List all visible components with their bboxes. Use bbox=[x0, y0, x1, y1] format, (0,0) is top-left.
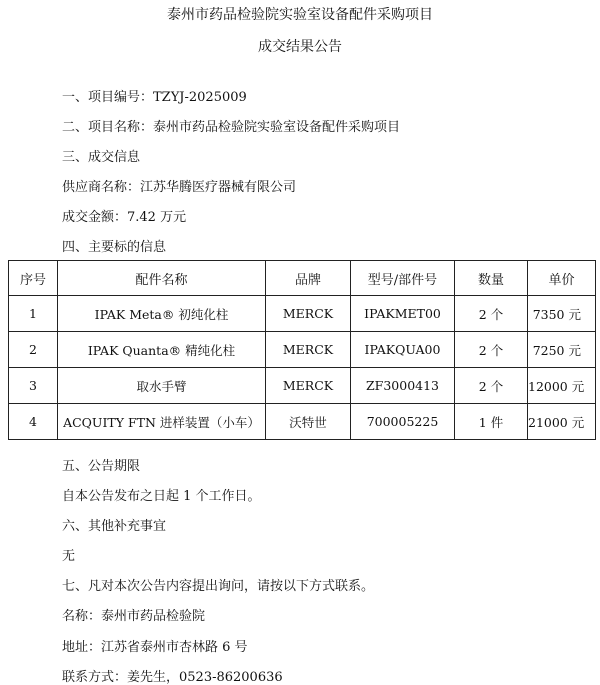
cell-index: 3 bbox=[9, 368, 58, 404]
cell-unit-price: 7250 元 bbox=[528, 332, 596, 368]
cell-quantity: 2 个 bbox=[455, 296, 528, 332]
cell-model: IPAKMET00 bbox=[351, 296, 455, 332]
header-quantity: 数量 bbox=[455, 261, 528, 296]
cell-quantity: 2 个 bbox=[455, 368, 528, 404]
other-matters-text: 无 bbox=[62, 549, 76, 564]
cell-unit-price: 21000 元 bbox=[528, 404, 596, 440]
cell-brand: MERCK bbox=[266, 368, 351, 404]
project-name: 二、项目名称：泰州市药品检验院实验室设备配件采购项目 bbox=[62, 120, 401, 135]
items-table bbox=[8, 260, 596, 440]
section-contact: 七、凡对本次公告内容提出询问，请按以下方式联系。 bbox=[62, 579, 375, 594]
table-header-row bbox=[9, 261, 596, 296]
cell-index: 4 bbox=[9, 404, 58, 440]
cell-part-name: IPAK Meta® 初纯化柱 bbox=[58, 296, 266, 332]
document-subtitle: 成交结果公告 bbox=[258, 39, 342, 55]
cell-model: ZF3000413 bbox=[351, 368, 455, 404]
section-other-matters: 六、其他补充事宜 bbox=[62, 519, 167, 534]
contact-address: 地址：江苏省泰州市杏林路 6 号 bbox=[62, 640, 248, 655]
cell-brand: MERCK bbox=[266, 332, 351, 368]
cell-model: 700005225 bbox=[351, 404, 455, 440]
cell-part-name: 取水手臂 bbox=[58, 368, 266, 404]
section-deal-info: 三、成交信息 bbox=[62, 150, 141, 165]
cell-quantity: 1 件 bbox=[455, 404, 528, 440]
header-index: 序号 bbox=[9, 261, 58, 296]
supplier-name: 供应商名称：江苏华腾医疗器械有限公司 bbox=[62, 180, 297, 195]
table-row bbox=[9, 404, 596, 440]
table-row bbox=[9, 368, 596, 404]
notice-period-text: 自本公告发布之日起 1 个工作日。 bbox=[62, 489, 261, 504]
deal-amount: 成交金额：7.42 万元 bbox=[62, 210, 187, 225]
cell-brand: 沃特世 bbox=[266, 404, 351, 440]
cell-brand: MERCK bbox=[266, 296, 351, 332]
document-title: 泰州市药品检验院实验室设备配件采购项目 bbox=[167, 7, 433, 23]
cell-unit-price: 7350 元 bbox=[528, 296, 596, 332]
contact-phone: 联系方式：姜先生，0523-86200636 bbox=[62, 670, 283, 685]
table-row bbox=[9, 332, 596, 368]
section-main-items: 四、主要标的信息 bbox=[62, 240, 167, 255]
section-notice-period: 五、公告期限 bbox=[62, 459, 141, 474]
table-row bbox=[9, 296, 596, 332]
cell-index: 1 bbox=[9, 296, 58, 332]
cell-quantity: 2 个 bbox=[455, 332, 528, 368]
header-part-name: 配件名称 bbox=[58, 261, 266, 296]
header-unit-price: 单价 bbox=[528, 261, 596, 296]
header-brand: 品牌 bbox=[266, 261, 351, 296]
contact-name: 名称：泰州市药品检验院 bbox=[62, 609, 206, 624]
cell-unit-price: 12000 元 bbox=[528, 368, 596, 404]
header-model: 型号/部件号 bbox=[351, 261, 455, 296]
project-number: 一、项目编号：TZYJ-2025009 bbox=[62, 90, 247, 105]
cell-index: 2 bbox=[9, 332, 58, 368]
cell-part-name: ACQUITY FTN 进样装置（小车） bbox=[58, 404, 266, 440]
cell-model: IPAKQUA00 bbox=[351, 332, 455, 368]
cell-part-name: IPAK Quanta® 精纯化柱 bbox=[58, 332, 266, 368]
